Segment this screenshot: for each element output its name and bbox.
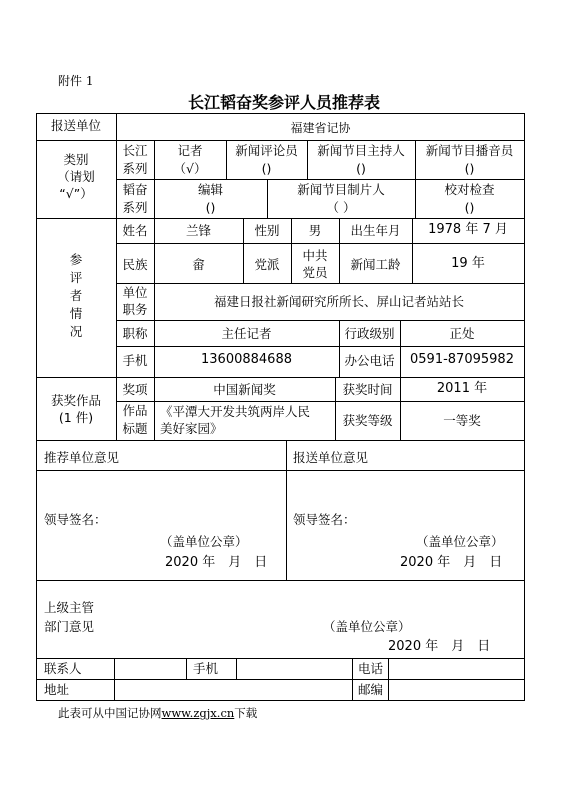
category-label-l1: 类别 xyxy=(63,152,89,167)
superior-opinion-label-l2: 部门意见 xyxy=(44,619,95,634)
category-checkbox-reporter[interactable]: （√） xyxy=(173,161,207,176)
category-checkbox-announcer[interactable]: () xyxy=(464,161,475,176)
report-seal-label: （盖单位公章） xyxy=(416,534,504,549)
recommend-date-label[interactable]: 2020 年 月 日 xyxy=(165,555,268,570)
news-years-label: 新闻工龄 xyxy=(350,257,401,272)
party-label: 党派 xyxy=(254,257,280,272)
category-checkbox-producer[interactable]: （ ） xyxy=(326,200,356,215)
report-unit-label: 报送单位 xyxy=(50,118,101,133)
mobile-value[interactable]: 13600884688 xyxy=(201,352,292,367)
unit-post-label-l2: 职务 xyxy=(122,302,148,317)
admin-level-label: 行政级别 xyxy=(344,326,395,341)
category-option-commentator: 新闻评论员 xyxy=(235,143,298,158)
changjiang-series-label-l2: 系列 xyxy=(122,161,148,176)
ethnic-label: 民族 xyxy=(122,257,148,272)
category-option-editor: 编辑 xyxy=(197,182,223,197)
category-option-announcer: 新闻节目播音员 xyxy=(425,143,514,158)
award-section-label-l1: 获奖作品 xyxy=(50,393,101,408)
changjiang-series-label-l1: 长江 xyxy=(122,143,148,158)
report-leader-signature[interactable]: 领导签名： xyxy=(293,512,356,527)
category-option-producer: 新闻节目制片人 xyxy=(297,182,385,197)
party-value-l2[interactable]: 党员 xyxy=(302,265,328,280)
birth-value[interactable]: 1978 年 7 月 xyxy=(428,222,508,237)
page-title: 长江韬奋奖参评人员推荐表 xyxy=(187,93,380,112)
award-time-value[interactable]: 2011 年 xyxy=(436,381,488,396)
ethnic-value[interactable]: 畲 xyxy=(192,257,205,272)
contact-mobile-label: 手机 xyxy=(193,661,219,676)
award-level-value[interactable]: 一等奖 xyxy=(443,413,481,428)
name-label: 姓名 xyxy=(122,223,148,238)
work-title-label-l2: 标题 xyxy=(122,421,148,436)
recommend-seal-label: （盖单位公章） xyxy=(160,534,248,549)
contact-phone-label: 电话 xyxy=(358,661,384,676)
office-phone-label: 办公电话 xyxy=(344,353,395,368)
title-label: 职称 xyxy=(122,326,148,341)
category-checkbox-host[interactable]: () xyxy=(356,161,366,176)
birth-label: 出生年月 xyxy=(350,223,401,238)
postcode-label: 邮编 xyxy=(358,682,384,697)
footer-suffix: 下载 xyxy=(234,706,258,720)
title-value[interactable]: 主任记者 xyxy=(221,326,272,341)
recommend-leader-signature[interactable]: 领导签名： xyxy=(44,512,107,527)
category-checkbox-editor[interactable]: () xyxy=(205,200,216,215)
address-label: 地址 xyxy=(44,682,70,697)
award-time-label: 获奖时间 xyxy=(342,382,393,397)
mobile-label: 手机 xyxy=(122,353,148,368)
news-years-value[interactable]: 19 年 xyxy=(451,256,485,271)
unit-post-value[interactable]: 福建日报社新闻研究所所长、屏山记者站站长 xyxy=(213,294,464,309)
award-item-label: 奖项 xyxy=(122,382,148,397)
recommend-unit-opinion-label: 推荐单位意见 xyxy=(44,450,120,465)
work-title-value-l1[interactable]: 《平潭大开发共筑两岸人民 xyxy=(160,404,311,419)
award-section-label-l2: (1 件) xyxy=(58,410,94,425)
footer-note xyxy=(58,706,257,720)
category-option-proofreader: 校对检查 xyxy=(444,182,495,197)
report-unit-opinion-label: 报送单位意见 xyxy=(293,450,369,465)
category-label-l3: “√”） xyxy=(59,186,93,201)
gender-label: 性别 xyxy=(254,223,280,238)
superior-seal-label: （盖单位公章） xyxy=(323,619,411,634)
category-checkbox-proofreader[interactable]: () xyxy=(464,200,475,215)
footer-link[interactable]: www.zgjx.cn xyxy=(161,706,235,720)
work-title-label-l1: 作品 xyxy=(122,403,148,418)
party-value-l1[interactable]: 中共 xyxy=(302,248,328,263)
work-title-value-l2[interactable]: 美好家园》 xyxy=(160,421,223,436)
gender-value[interactable]: 男 xyxy=(308,223,322,238)
category-option-reporter: 记者 xyxy=(177,143,203,158)
contact-person-label: 联系人 xyxy=(44,661,82,676)
name-value[interactable]: 兰锋 xyxy=(185,223,211,238)
unit-post-label-l1: 单位 xyxy=(122,285,148,300)
taofen-series-label-l2: 系列 xyxy=(122,200,148,215)
category-option-host: 新闻节目主持人 xyxy=(317,143,405,158)
taofen-series-label-l1: 韬奋 xyxy=(122,182,148,197)
attachment-label: 附件 1 xyxy=(58,74,94,88)
award-item-value[interactable]: 中国新闻奖 xyxy=(213,382,276,397)
category-checkbox-commentator[interactable]: () xyxy=(261,161,272,176)
award-level-label: 获奖等级 xyxy=(342,413,393,428)
category-label-l2: （请划 xyxy=(57,169,95,184)
superior-opinion-label-l1: 上级主管 xyxy=(44,600,95,615)
superior-date-label[interactable]: 2020 年 月 日 xyxy=(388,639,491,654)
office-phone-value[interactable]: 0591-87095982 xyxy=(410,352,514,367)
footer-prefix: 此表可从中国记协网 xyxy=(58,706,162,720)
report-unit-value[interactable]: 福建省记协 xyxy=(290,121,351,135)
admin-level-value[interactable]: 正处 xyxy=(449,326,475,341)
report-date-label[interactable]: 2020 年 月 日 xyxy=(400,555,503,570)
